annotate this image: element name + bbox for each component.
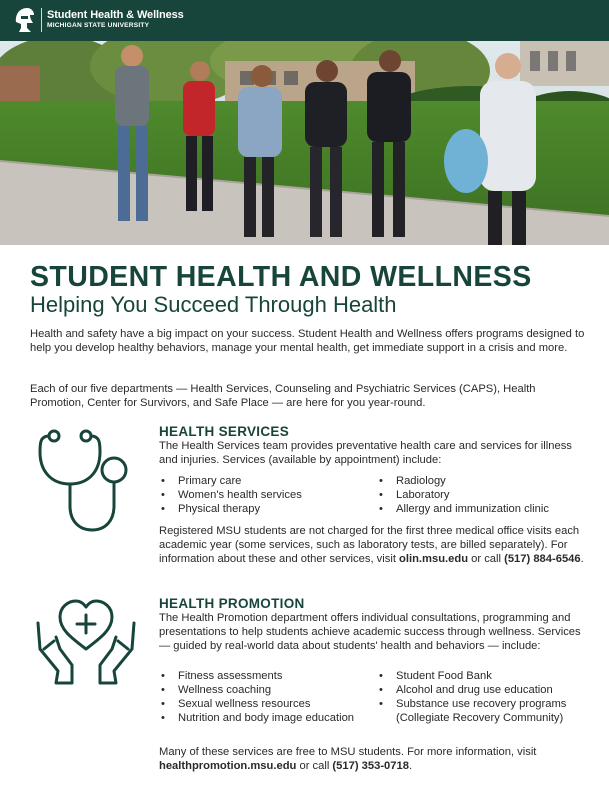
list-item: • Laboratory xyxy=(377,488,592,502)
health-promotion-list-right xyxy=(377,669,602,725)
health-services-note-text: Registered MSU students are not charged for the first three medical office visits each academic year (some services, such as laboratory tests, are billed separately). For information about these and other services, visit xyxy=(159,525,580,565)
health-promotion-note xyxy=(159,745,589,773)
list-item: • Sexual wellness resources xyxy=(159,697,369,711)
health-services-list-left xyxy=(159,474,369,516)
spartan-helmet-icon xyxy=(12,6,36,34)
list-item: • Fitness assessments xyxy=(159,669,369,683)
health-promotion-note-text: Many of these services are free to MSU students. For more information, visit xyxy=(159,746,537,758)
health-promotion-title: HEALTH PROMOTION xyxy=(159,596,305,611)
page-subtitle: Helping You Succeed Through Health xyxy=(30,292,397,317)
list-item: • Radiology xyxy=(377,474,592,488)
health-services-description: The Health Services team provides preventative health care and services for illness and injuries. Services (available by appointment) include: xyxy=(159,440,572,466)
healthpromotion-link[interactable]: healthpromotion.msu.edu xyxy=(159,760,297,772)
list-item: • Nutrition and body image education xyxy=(159,711,369,725)
list-item: • Allergy and immunization clinic xyxy=(377,502,592,516)
health-promotion-phone[interactable]: (517) 353-0718 xyxy=(332,760,409,772)
health-promotion-description: The Health Promotion department offers individual consultations, programming and presentations to help students achieve academic success through wellness. Services — guided by real-world data about students' health and behaviors — include: xyxy=(159,612,581,652)
period-text: . xyxy=(580,553,584,565)
hands-heart-icon xyxy=(30,593,142,693)
stethoscope-icon xyxy=(30,424,142,536)
health-services-phone[interactable]: (517) 884-6546 xyxy=(504,553,581,565)
health-services-title: HEALTH SERVICES xyxy=(159,424,290,439)
hero-photo xyxy=(0,41,609,245)
logo-divider xyxy=(41,8,42,32)
intro-paragraph: Health and safety have a big impact on your success. Student Health and Wellness offers programs designed to help you develop healthy behaviors, manage your mental health, get immediate support in a crisis and more. xyxy=(30,328,585,354)
or-call-text: or call xyxy=(468,553,505,565)
health-services-note xyxy=(159,524,589,566)
list-item: • Alcohol and drug use education xyxy=(377,683,602,697)
list-item: • Primary care xyxy=(159,474,369,488)
health-promotion-section xyxy=(159,596,589,653)
list-item: • Women's health services xyxy=(159,488,369,502)
list-item: • Substance use recovery programs (Collegiate Recovery Community) xyxy=(377,697,602,725)
departments-paragraph: Each of our five departments — Health Services, Counseling and Psychiatric Services (CAPS), Health Promotion, Center for Survivors, and Safe Place — are here for you year-round. xyxy=(30,383,536,409)
page-title: STUDENT HEALTH AND WELLNESS xyxy=(30,261,532,293)
or-call-text: or call xyxy=(296,760,333,772)
list-item: • Wellness coaching xyxy=(159,683,369,697)
period-text: . xyxy=(408,760,413,772)
health-services-list-right xyxy=(377,474,592,516)
olin-link[interactable]: olin.msu.edu xyxy=(399,553,469,565)
health-services-section xyxy=(159,424,589,467)
list-item: • Physical therapy xyxy=(159,502,369,516)
header-bar xyxy=(0,0,609,41)
brand-subtitle: MICHIGAN STATE UNIVERSITY xyxy=(47,22,150,29)
brand-title: Student Health & Wellness xyxy=(47,9,184,21)
list-item: • Student Food Bank xyxy=(377,669,602,683)
health-promotion-list-left xyxy=(159,669,369,725)
